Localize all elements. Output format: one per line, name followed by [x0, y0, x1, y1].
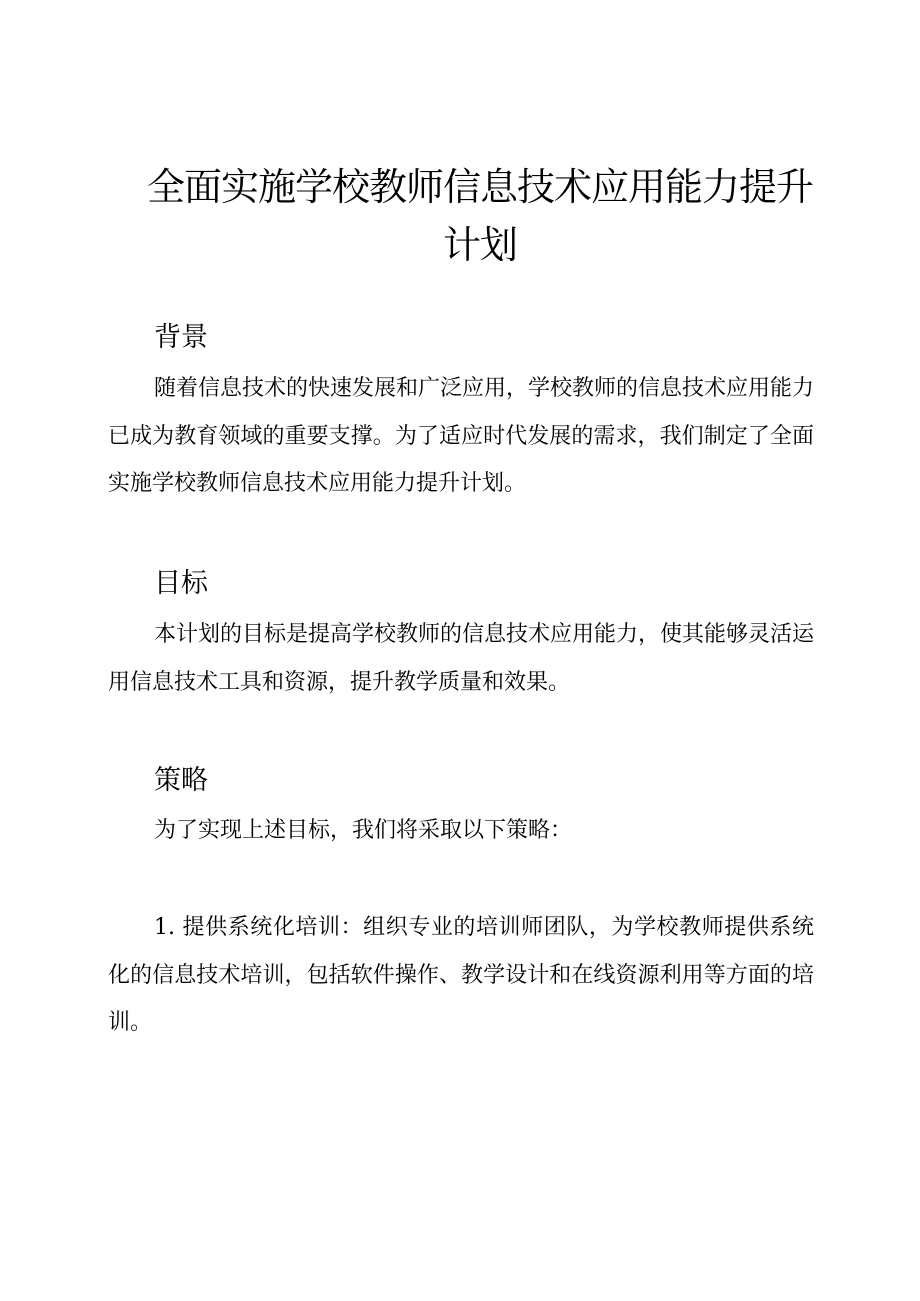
background-paragraph: 随着信息技术的快速发展和广泛应用，学校教师的信息技术应用能力已成为教育领域的重要支撑。为了适应时代发展的需求，我们制定了全面实施学校教师信息技术应用能力提升计划。 — [108, 376, 815, 496]
strategy-list-item: 1. 提供系统化培训：组织专业的培训师团队，为学校教师提供系统化的信息技术培训，包括软件操作、教学设计和在线资源利用等方面的培训。 — [108, 915, 814, 1035]
document-title: 全面实施学校教师信息技术应用能力提升计划 — [146, 165, 813, 267]
section-heading-strategy: 策略 — [154, 765, 208, 796]
section-heading-goals: 目标 — [154, 568, 208, 599]
goals-paragraph: 本计划的目标是提高学校教师的信息技术应用能力，使其能够灵活运用信息技术工具和资源，提升教学质量和效果。 — [108, 622, 815, 695]
section-heading-background: 背景 — [154, 322, 208, 353]
strategy-intro-paragraph: 为了实现上述目标，我们将采取以下策略： — [154, 818, 573, 843]
